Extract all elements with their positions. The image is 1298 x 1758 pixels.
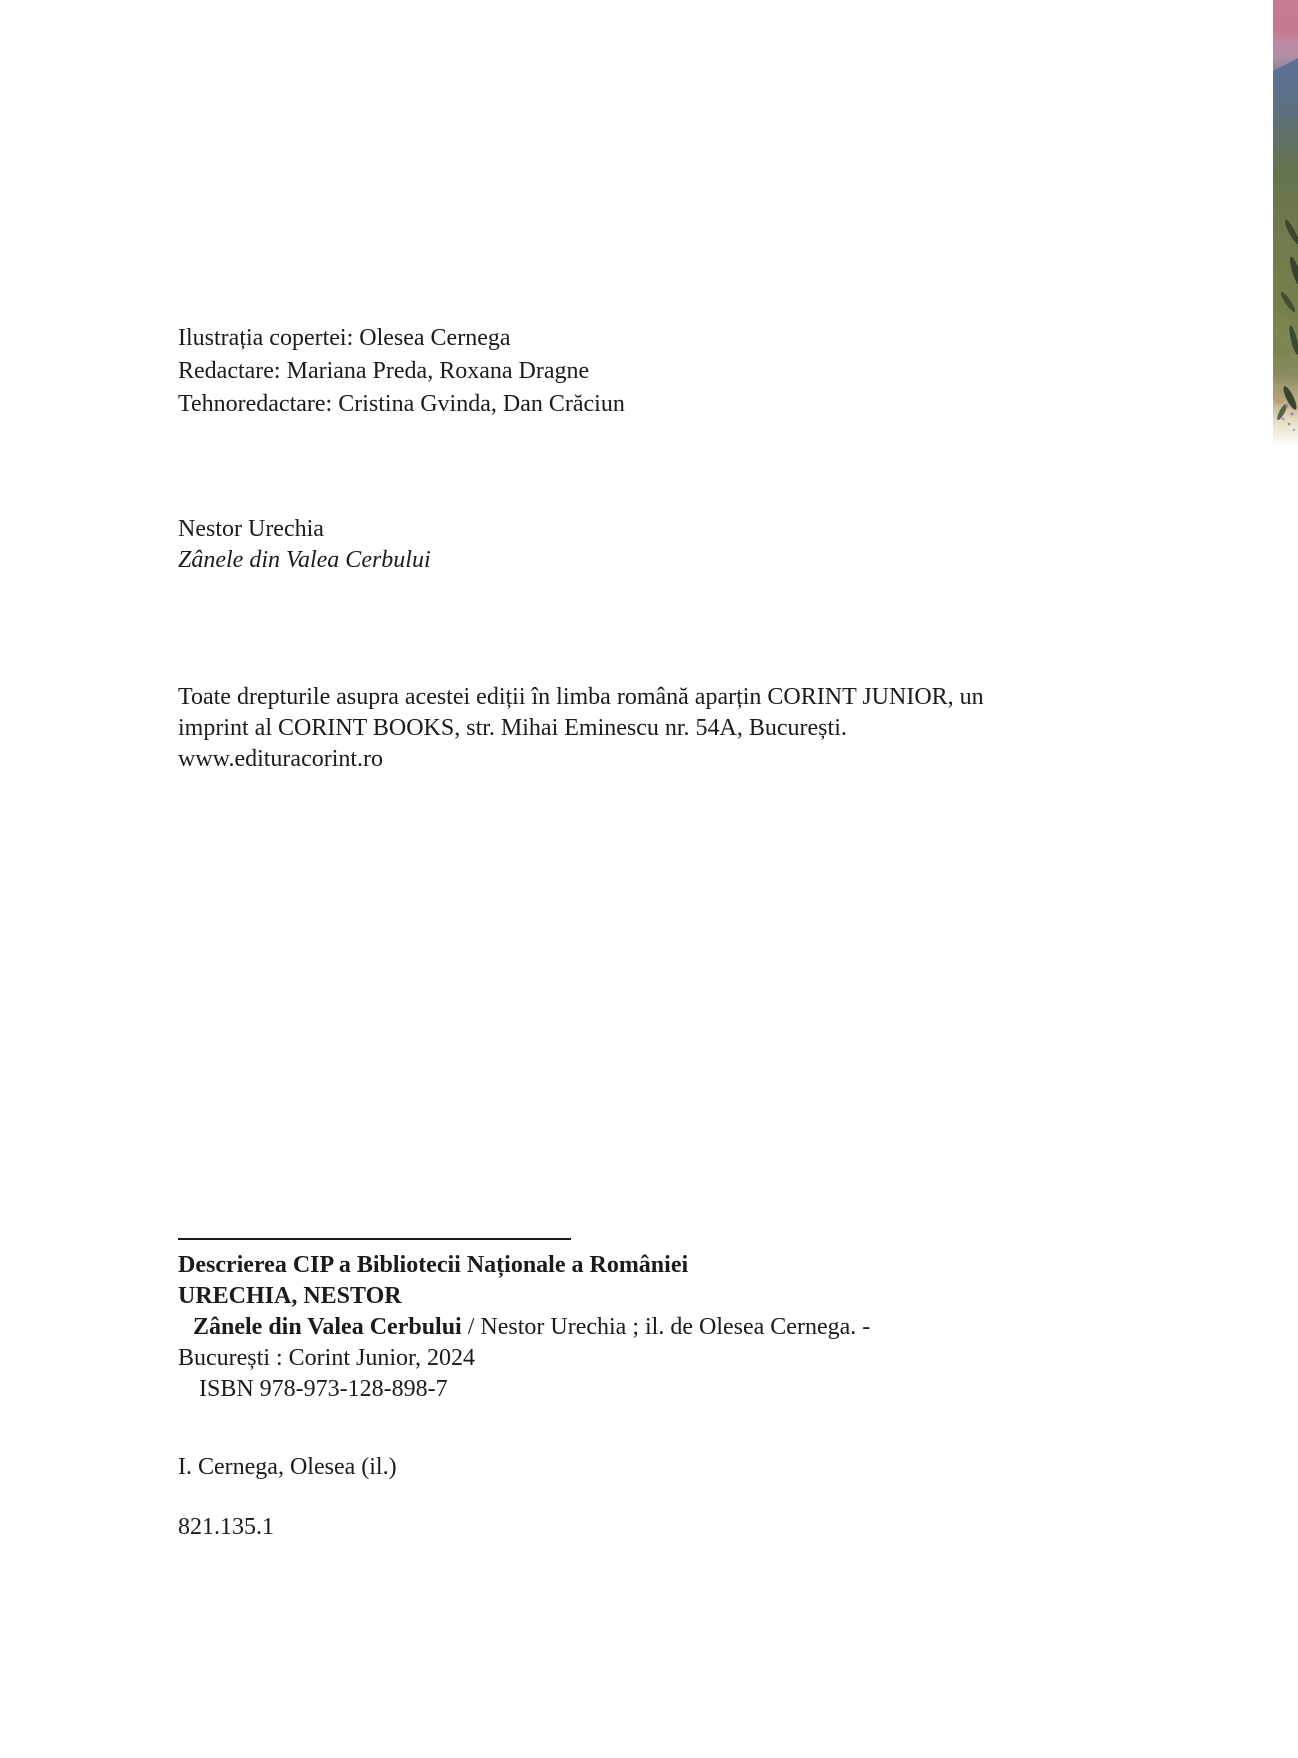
cip-author-entry: URECHIA, NESTOR: [178, 1283, 402, 1309]
cip-title-line: [178, 1312, 870, 1343]
colophon-cover-illustration-line: Ilustrația copertei: Olesea Cernega: [178, 325, 511, 351]
cip-publisher-line: București : Corint Junior, 2024: [178, 1345, 476, 1371]
cip-title-rest: / Nestor Urechia ; il. de Olesea Cernega. -: [467, 1314, 871, 1340]
colophon-editing-line: Redactare: Mariana Preda, Roxana Dragne: [178, 358, 590, 384]
rights-line-1: Toate drepturile asupra acestei ediții în limba română aparțin CORINT JUNIOR, un: [178, 684, 984, 710]
cover-art-edge-detail: [1273, 0, 1298, 446]
rights-block: [178, 682, 984, 775]
cover-art-edge-image: [1273, 0, 1298, 446]
author-title-block: [178, 514, 431, 576]
colophon-typesetting-line: Tehnoredactare: Cristina Gvinda, Dan Crăciun: [178, 391, 625, 417]
author-name: Nestor Urechia: [178, 516, 324, 542]
cip-title-bold: Zânele din Valea Cerbului: [193, 1314, 468, 1340]
book-title: Zânele din Valea Cerbului: [178, 547, 431, 573]
cip-udc-number: 821.135.1: [178, 1514, 274, 1540]
publisher-website: www.edituracorint.ro: [178, 746, 384, 772]
cip-isbn: ISBN 978-973-128-898-7: [199, 1376, 448, 1402]
rights-line-2: imprint al CORINT BOOKS, str. Mihai Eminescu nr. 54A, București.: [178, 715, 847, 741]
cip-heading: Descrierea CIP a Bibliotecii Naționale a României: [178, 1252, 689, 1278]
colophon-block: [178, 322, 625, 421]
cip-block: [178, 1238, 870, 1405]
cip-illustrator-entry: I. Cernega, Olesea (il.): [178, 1454, 397, 1480]
cip-divider-rule: [178, 1238, 571, 1240]
